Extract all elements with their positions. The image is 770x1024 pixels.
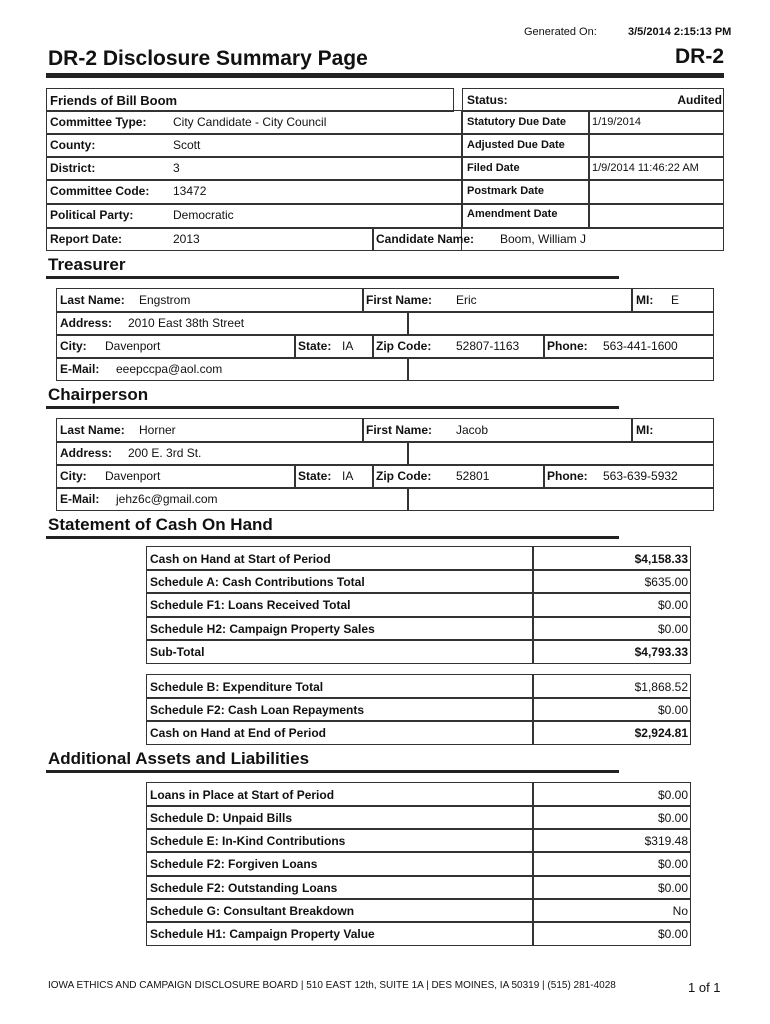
candidate-name-value: Boom, William J (500, 232, 587, 246)
chair-phone-value: 563-639-5932 (603, 469, 678, 483)
party-label: Political Party: (50, 208, 134, 222)
committee-type-label: Committee Type: (50, 115, 147, 129)
cash-row-label: Sub-Total (150, 645, 205, 659)
treasurer-address-label: Address: (60, 316, 113, 330)
statutory-due-value: 1/19/2014 (592, 116, 641, 128)
asset-row-label: Schedule G: Consultant Breakdown (150, 904, 355, 918)
asset-row-value: $0.00 (657, 811, 688, 825)
asset-row-label: Schedule E: In-Kind Contributions (150, 834, 346, 848)
treasurer-first-value: Eric (456, 293, 477, 307)
treasurer-first-label: First Name: (366, 293, 433, 307)
treasurer-state-label: State: (298, 339, 332, 353)
treasurer-phone-value: 563-441-1600 (603, 339, 678, 353)
cash-row-label: Schedule H2: Campaign Property Sales (150, 622, 375, 636)
cash-row-value: $4,158.33 (634, 552, 688, 566)
statutory-due-label: Statutory Due Date (467, 116, 567, 128)
cash-row-value: $0.00 (657, 598, 688, 612)
assets-heading: Additional Assets and Liabilities (48, 749, 310, 768)
party-value: Democratic (173, 208, 234, 222)
asset-row-value: $0.00 (657, 881, 688, 895)
generated-value: 3/5/2014 2:15:13 PM (628, 26, 732, 38)
committee-code-label: Committee Code: (50, 184, 150, 198)
chair-address-value: 200 E. 3rd St. (128, 446, 202, 460)
amendment-date-label: Amendment Date (467, 208, 558, 220)
county-label: County: (50, 138, 96, 152)
chair-address-label: Address: (60, 446, 113, 460)
treasurer-zip-value: 52807-1163 (456, 339, 520, 353)
treasurer-email-label: E-Mail: (60, 362, 100, 376)
committee-code-value: 13472 (173, 184, 207, 198)
cash-row-value: $0.00 (657, 622, 688, 636)
cash-row-label: Cash on Hand at Start of Period (150, 552, 331, 566)
title-rule (46, 73, 724, 78)
treasurer-address-value: 2010 East 38th Street (128, 316, 245, 330)
page-title: DR-2 Disclosure Summary Page (48, 47, 368, 70)
asset-row-value: $319.48 (644, 834, 688, 848)
district-value: 3 (173, 161, 180, 175)
chair-city-label: City: (60, 469, 87, 483)
asset-row-value: $0.00 (657, 927, 688, 941)
asset-row-label: Schedule F2: Forgiven Loans (150, 857, 318, 871)
chair-last-label: Last Name: (60, 423, 125, 437)
asset-row-label: Loans in Place at Start of Period (150, 788, 335, 802)
chair-first-label: First Name: (366, 423, 433, 437)
chair-last-value: Horner (139, 423, 176, 437)
status-label: Status: (467, 93, 508, 107)
chair-email-label: E-Mail: (60, 492, 100, 506)
cash-row-label: Schedule F1: Loans Received Total (150, 598, 351, 612)
generated-label: Generated On: (524, 26, 597, 38)
treasurer-mi-label: MI: (636, 293, 654, 307)
candidate-name-label: Candidate Name: (376, 232, 475, 246)
chairperson-heading: Chairperson (48, 385, 149, 404)
treasurer-city-value: Davenport (105, 339, 161, 353)
report-date-label: Report Date: (50, 232, 123, 246)
asset-row-value: $0.00 (657, 788, 688, 802)
asset-row-label: Schedule F2: Outstanding Loans (150, 881, 338, 895)
filed-date-value: 1/9/2014 11:46:22 AM (592, 162, 699, 174)
treasurer-phone-label: Phone: (547, 339, 588, 353)
footer-address: IOWA ETHICS AND CAMPAIGN DISCLOSURE BOARD | 510 EAST 12th, SUITE 1A | DES MOINES, IA 50319 | (515) 281-4028 (48, 980, 616, 991)
chair-phone-label: Phone: (547, 469, 588, 483)
postmark-date-label: Postmark Date (467, 185, 545, 197)
form-code: DR-2 (675, 45, 725, 68)
cash-heading: Statement of Cash On Hand (48, 515, 273, 534)
committee-name: Friends of Bill Boom (50, 93, 178, 108)
adjusted-due-label: Adjusted Due Date (467, 139, 565, 151)
cash-row-label: Schedule A: Cash Contributions Total (150, 575, 365, 589)
chair-zip-label: Zip Code: (376, 469, 432, 483)
cash-row-label: Cash on Hand at End of Period (150, 726, 327, 740)
cash-row-label: Schedule F2: Cash Loan Repayments (150, 703, 365, 717)
district-label: District: (50, 161, 96, 175)
treasurer-email-value: eeepccpa@aol.com (116, 362, 223, 376)
report-date-value: 2013 (173, 232, 200, 246)
cash-row-value: $4,793.33 (634, 645, 688, 659)
treasurer-city-label: City: (60, 339, 87, 353)
chair-first-value: Jacob (456, 423, 489, 437)
treasurer-state-value: IA (342, 339, 354, 353)
chair-city-value: Davenport (105, 469, 161, 483)
treasurer-mi-value: E (671, 293, 680, 307)
cash-row-value: $0.00 (657, 703, 688, 717)
treasurer-last-label: Last Name: (60, 293, 125, 307)
chair-zip-value: 52801 (456, 469, 490, 483)
asset-row-value: No (672, 904, 688, 918)
filed-date-label: Filed Date (467, 162, 520, 174)
asset-row-label: Schedule H1: Campaign Property Value (150, 927, 375, 941)
page-number: 1 of 1 (688, 980, 721, 995)
treasurer-zip-label: Zip Code: (376, 339, 432, 353)
chair-mi-label: MI: (636, 423, 654, 437)
status-value: Audited (677, 93, 722, 107)
cash-row-value: $635.00 (644, 575, 688, 589)
chair-email-value: jehz6c@gmail.com (116, 492, 218, 506)
chair-state-label: State: (298, 469, 332, 483)
cash-row-value: $2,924.81 (634, 726, 688, 740)
committee-type-value: City Candidate - City Council (173, 115, 327, 129)
treasurer-heading: Treasurer (48, 255, 126, 274)
chair-state-value: IA (342, 469, 354, 483)
cash-row-value: $1,868.52 (634, 680, 688, 694)
asset-row-value: $0.00 (657, 857, 688, 871)
treasurer-last-value: Engstrom (139, 293, 191, 307)
county-value: Scott (173, 138, 201, 152)
asset-row-label: Schedule D: Unpaid Bills (150, 811, 293, 825)
cash-row-label: Schedule B: Expenditure Total (150, 680, 324, 694)
